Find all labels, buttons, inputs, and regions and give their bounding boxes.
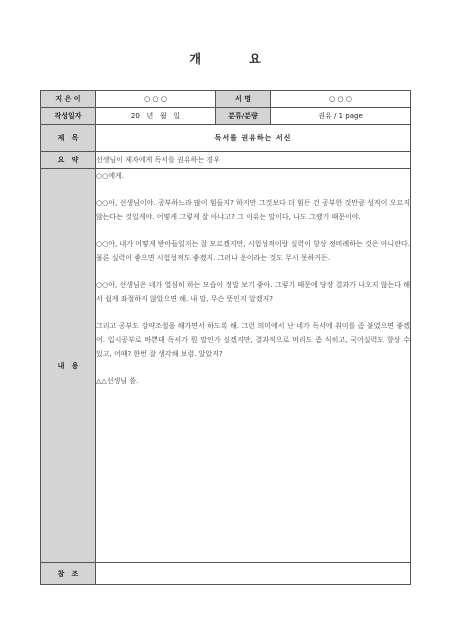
content-paragraph: ○○아, 선생님이야. 공부하느라 많이 힘들지? 하지만 그것보다 더 힘든 건 공부한 것만큼 성적이 오르지 않는다는 것일게야. 어떻게 그렇게 잘 아냐고? 그 이유는 말이다, 나도 그랬기 때문이야. bbox=[96, 199, 413, 221]
content-paragraph: ○○에게. bbox=[96, 172, 124, 180]
content-paragraph: ○○아, 선생님은 네가 열심히 하는 모습이 정말 보기 좋아. 그렇기 때문에 당장 결과가 나오지 않는다 해서 쉽게 좌절하지 않았으면 해. 내 말, 무슨 뜻인지 알겠지? bbox=[96, 281, 410, 303]
document-title: 개 요 bbox=[189, 52, 283, 66]
date-label: 작성일자 bbox=[41, 108, 96, 125]
content-paragraph: ○○아, 네가 어떻게 받아들일지는 잘 모르겠지만, 시험성적이랑 실력이 항상 정비례하는 것은 아니란다. 물론 실력이 좋으면 시험성적도 좋겠지. 그러나 운이라는 것도 무시 못하거든. bbox=[96, 240, 413, 262]
reference-value bbox=[96, 563, 411, 585]
author-label: 지 은 이 bbox=[41, 91, 96, 108]
content-paragraph: △△선생님 씀. bbox=[96, 377, 139, 385]
document-form bbox=[40, 90, 411, 585]
signature-label: 서 명 bbox=[216, 91, 271, 108]
summary-value: 선생님이 제자에게 독서를 권유하는 경우 bbox=[96, 152, 411, 169]
subject-value: 독서를 권유하는 서신 bbox=[96, 125, 411, 152]
reference-label: 참 조 bbox=[41, 563, 96, 585]
category-value: 권유 / 1 page bbox=[271, 108, 411, 125]
content-paragraph: 그리고 공부도 강약조절을 해가면서 하도록 해. 그런 의미에서 난 네가 독서에 취미를 좀 붙였으면 좋겠어. 입시공부로 바쁜데 독서가 뭔 말인가 싶겠지만, 결과적으로 머리도 좀 식히고, 국어실력도 향상 수 있고, 어때? 한번 잘 생각해 보렴. 알았지? bbox=[96, 322, 413, 358]
signature-value: ○ ○ ○ bbox=[271, 91, 411, 108]
summary-label: 요 약 bbox=[41, 152, 96, 169]
category-label: 분류/분량 bbox=[216, 108, 271, 125]
content-label: 내 용 bbox=[41, 169, 96, 563]
author-value: ○ ○ ○ bbox=[96, 91, 216, 108]
content-body bbox=[96, 169, 411, 563]
date-value: 20 년 월 일 bbox=[96, 108, 216, 125]
subject-label: 제 목 bbox=[41, 125, 96, 152]
